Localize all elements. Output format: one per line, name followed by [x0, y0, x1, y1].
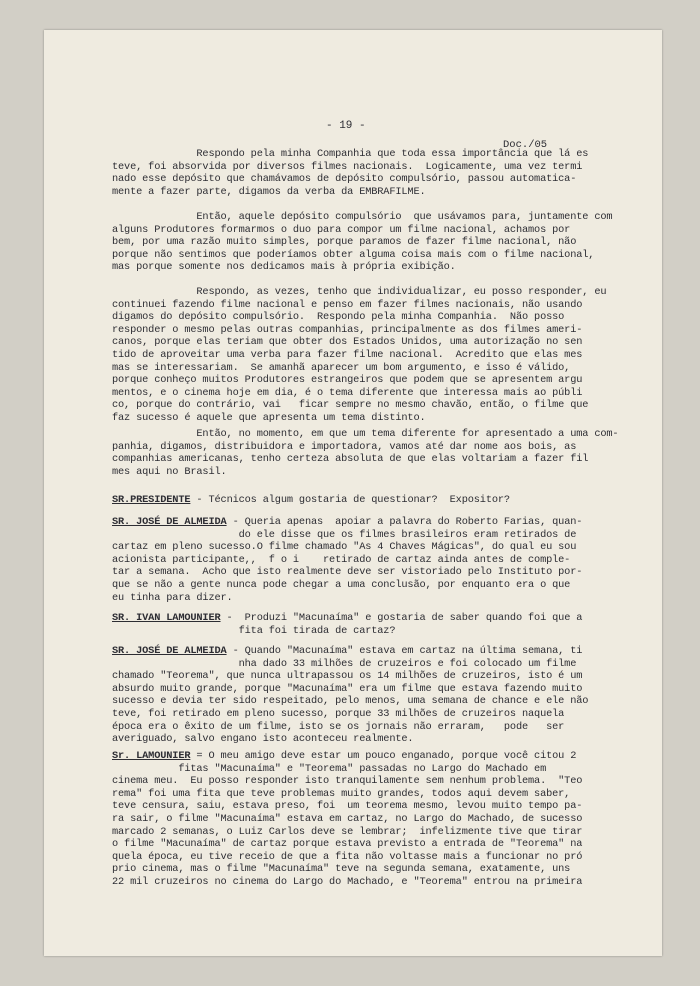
- speech-text: - Queria apenas apoiar a palavra do Roberto Farias, quan- do ele disse que os filmes brasileiros eram retirados de cartaz em pleno sucesso.O filme chamado "As 4 Chaves Mágicas", do qual eu sou acionista participante,, f o i retirado de cartaz ainda antes de comple- tar a semana. Acho que isto realmente deve ser vistoriado pelo Instituto por- que se não a gente nunca pode chegar a uma conclusão, por enquanto era o que eu tinha para dizer.: [112, 516, 583, 604]
- speech-text: - Técnicos algum gostaria de questionar? Expositor?: [190, 494, 510, 506]
- dialogue-entry: [112, 516, 582, 604]
- speech-text: - Produzi "Macunaíma" e gostaria de saber quando foi que a fita foi tirada de cartaz?: [226, 612, 583, 637]
- page-number: - 19 -: [326, 120, 366, 132]
- speaker-name: Sr. LAMOUNIER: [112, 750, 191, 762]
- speech-text: = O meu amigo deve estar um pouco enganado, porque você citou 2 fitas "Macunaíma" e "Teorema" passadas no Largo do Machado em cinema meu. Eu posso responder isto tranquilamente sem nenhum problema. "Teo rema" foi uma fita que teve problemas muito grandes, todos aqui devem saber, teve censura, saiu, estava preso, foi um teorema mesmo, levou muito tempo pa- ra sair, o filme "Macunaíma" estava em cartaz, no Largo do Machado, de sucesso marcado 2 semanas, o Luiz Carlos deve se lembrar; infelizmente tive que tirar o filme "Macunaíma" de cartaz porque estava previsto a entrada de "Teorema" na quela época, eu tive receio de que a fita não voltasse mais a funcionar no pró prio cinema, mas o filme "Macunaíma" teve na segunda semana, exatamente, uns 22 mil cruzeiros no cinema do Largo do Machado, e "Teorema" entrou na primeira: [112, 750, 583, 888]
- document-reference: Doc./05: [503, 139, 548, 151]
- paragraph-2: Então, aquele depósito compulsório que usávamos para, juntamente com alguns Produtores formarmos o duo para compor um filme nacional, achamos por bem, por uma razão muito simples, porque paramos de fazer filme nacional, não porque não sentimos que poderíamos obter alguma coisa mais com o filme nacional, mas porque somente nos dedicamos mais à própria exibição.: [112, 211, 613, 274]
- speaker-name: SR.PRESIDENTE: [112, 494, 191, 506]
- paragraph-3: Respondo, as vezes, tenho que individualizar, eu posso responder, eu continuei fazendo filme nacional e penso em fazer filmes nacionais, não usando digamos do depósito compulsório. Respondo pela minha Companhia. Não posso responder o mesmo pelas outras companhias, principalmente as dos filmes ameri- canos, porque elas teriam que obter dos Estados Unidos, uma autorização no sen tido de aproveitar uma verba para fazer filme nacional. Acredito que elas mes mas se interessariam. Se amanhã aparecer um bom argumento, e isso é válido, porque conheço muitos Produtores estrangeiros que podem que se apresentem argu mentos, e o cinema hoje em dia, é o tema diferente que interessa mais ao públi co, porque do contrário, vai ficar sempre no mesmo chavão, então, o filme que faz sucesso é aquele que apresenta um tema distinto.: [112, 286, 607, 424]
- paragraph-1: Respondo pela minha Companhia que toda essa importância que lá es teve, foi absorvida por diversos filmes nacionais. Logicamente, uma vez termi nado esse depósito que chamávamos de depósito compulsório, passou automatica- mente a fazer parte, digamos da verba da EMBRAFILME.: [112, 148, 589, 198]
- speaker-name: SR. JOSÉ DE ALMEIDA: [112, 645, 227, 657]
- speech-text: - Quando "Macunaíma" estava em cartaz na última semana, ti nha dado 33 milhões de cruzeiros e foi colocado um filme chamado "Teorema", que nunca ultrapassou os 14 milhões de cruzeiros, isto é um absurdo muito grande, porque "Macunaíma" era um filme que estava fazendo muito sucesso e devia ter sido respeitado, pelo menos, uma semana de chance e ele não teve, foi retirado em pleno sucesso, porque 33 milhões de cruzeiros naquela época era o êxito de um filme, isto se os jornais não erraram, pode ser averiguado, salvo engano isto aconteceu realmente.: [112, 645, 589, 746]
- dialogue-entry: [112, 494, 510, 507]
- speaker-name: SR. JOSÉ DE ALMEIDA: [112, 516, 227, 528]
- speaker-name: SR. IVAN LAMOUNIER: [112, 612, 221, 624]
- dialogue-entry: [112, 612, 582, 637]
- dialogue-entry: [112, 645, 588, 746]
- paragraph-4: Então, no momento, em que um tema diferente for apresentado a uma com- panhia, digamos, distribuidora e importadora, vamos até dar nome aos bois, as companhias americanas, tenho certeza absoluta de que elas voltariam a fazer fil mes aqui no Brasil.: [112, 428, 619, 478]
- dialogue-entry: [112, 750, 582, 889]
